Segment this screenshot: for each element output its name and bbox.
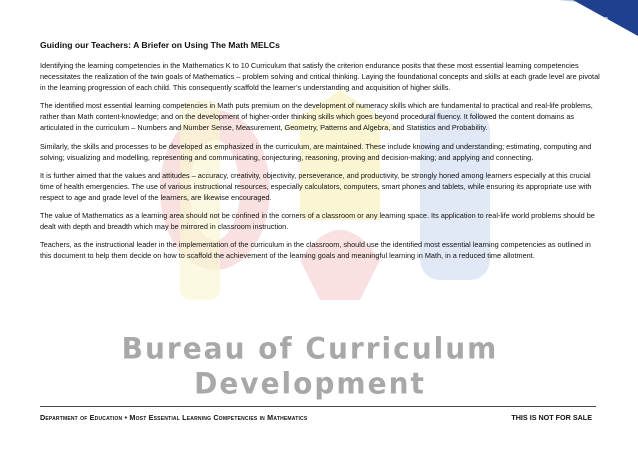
paragraph-2: The identified most essential learning competencies in Math puts premium on the development of numeracy skills which are fundamental to practical and real-life problems, rather than Math content-knowledge; and on the development of higher-order thinking skills which goes beyond procedural fluency. It followed the content domains as articulated in the curriculum – Numbers and Number Sense, Measurement, Geometry, Patterns and Algebra, and Statistics and Probability. [40,101,593,133]
paragraph-4: It is further aimed that the values and attitudes – accuracy, creativity, objectivity, perseverance, and productivity, be strongly honed among learners especially at this crucial time of health emergencies. The use of various instructional resources, especially calculators, computers, smart phones and tablets, while ensuring its appropriate use with respect to age and grade level of the learners, are likewise encouraged. [40,170,592,202]
footer-department-text: Department of Education • Most Essential Learning Competencies in Mathematics [40,413,308,422]
page-number: 2 [604,17,608,24]
footer-divider [40,406,596,407]
bureau-banner-watermark: Bureau of Curriculum Development [121,331,499,401]
page-title: Guiding our Teachers: A Briefer on Using The Math MELCs [40,40,280,50]
briefer-section [40,40,600,268]
paragraph-5: The value of Mathematics as a learning area should not be confined in the corners of a classroom or any learning space. Its application to real-life world problems should be dealt with depth and breadth which may be mirrored in classroom instruction. [40,211,595,232]
paragraph-1: Identifying the learning competencies in the Mathematics K to 10 Curriculum that satisfy the criterion endurance posits that these most essential learning competencies necessitates the realization of the twin goals of Mathematics – problem solving and critical thinking. Laying the foundational concepts and skills at each grade level are pivotal in the learning progression of each child. This consequently scaffold the learner’s understanding and acquisition of higher skills. [40,61,600,93]
corner-ribbon-graphic [518,0,638,36]
footer-not-for-sale: THIS IS NOT FOR SALE [511,413,592,422]
paragraph-3: Similarly, the skills and processes to be developed as emphasized in the curriculum, are maintained. These include knowing and understanding; estimating, computing and solving; visualizing and modelling, representing and communicating, conjecturing, reasoning, proving and decision-making; and applying and connecting. [40,141,592,162]
paragraph-6: Teachers, as the instructional leader in the implementation of the curriculum in the classroom, should use the identified most essential learning competencies as outlined in this document to help them decide on how to scaffold the achievement of the learning goals and meaningful learning in Math, in a reduced time allotment. [40,240,591,261]
